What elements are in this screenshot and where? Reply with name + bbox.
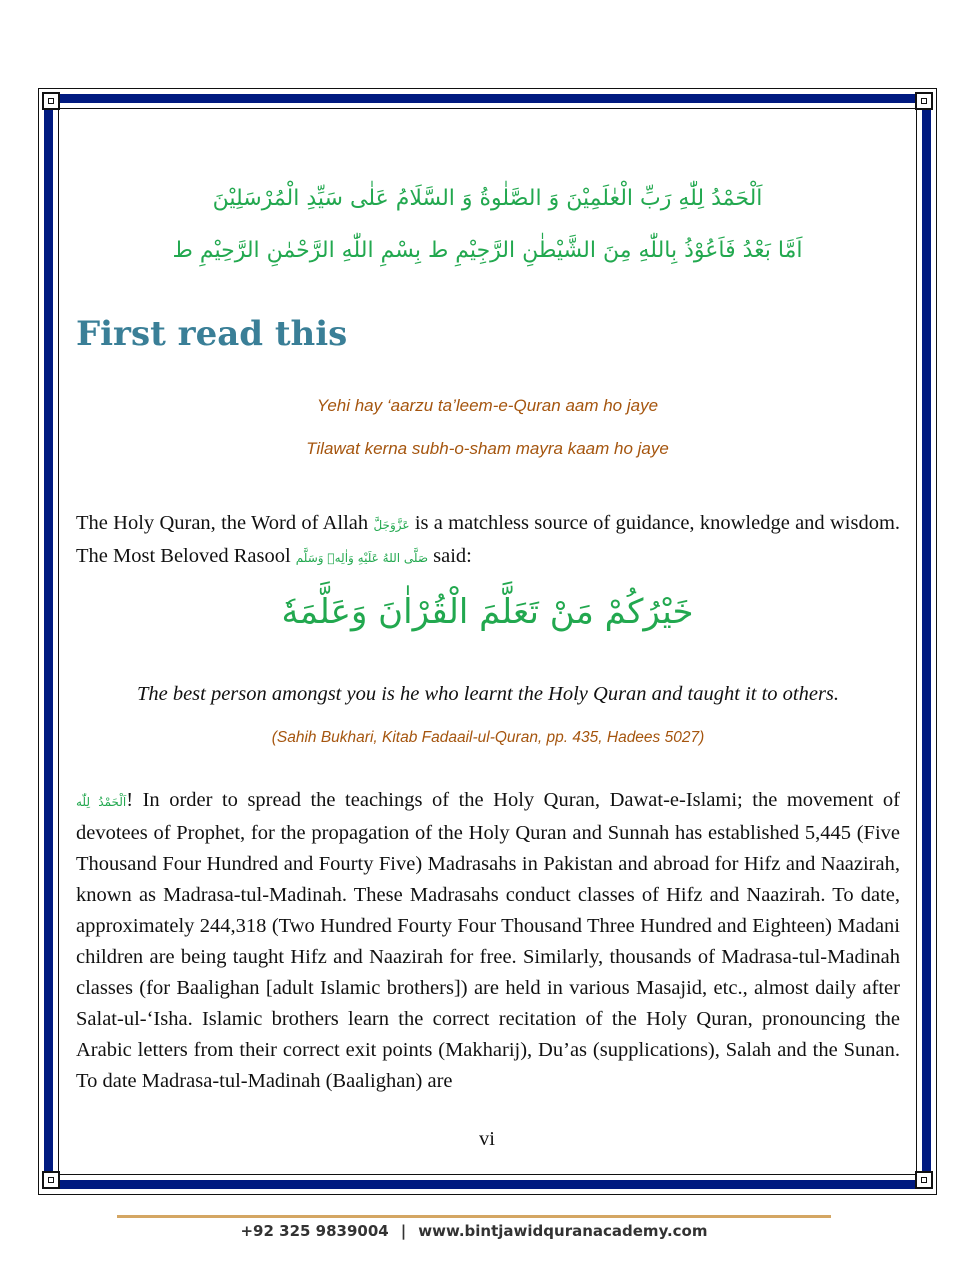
corner-ornament-bottom-right [915, 1171, 933, 1189]
footer [117, 1222, 831, 1240]
footer-website: www.bintjawidquranacademy.com [418, 1222, 708, 1240]
honorific-rasool: صَلَّى اللهُ عَلَيْهِ وَاٰلِهٖ وَسَلَّم [295, 551, 429, 565]
intro-text-1: The Holy Quran, the Word of Allah [76, 512, 369, 534]
alhamdulillah-text: اَلْحَمْدُ لِلّٰه [76, 795, 127, 809]
arabic-invocation-line-2: اَمَّا بَعْدُ فَاَعُوْذُ بِاللّٰهِ مِنَ الشَّيْطٰنِ الرَّجِيْمِ ط بِسْمِ اللّٰهِ الرَّحْمٰنِ الرَّحِيْمِ ط [172, 238, 803, 263]
intro-text-2: is a matchless source of guidance, knowledge and wisdom. The Most Beloved Rasool [76, 512, 901, 567]
footer-separator: | [400, 1222, 407, 1240]
footer-phone: +92 325 9839004 [240, 1222, 389, 1240]
intro-paragraph [76, 508, 900, 574]
madrasah-paragraph [76, 785, 900, 1097]
corner-ornament-bottom-left [42, 1171, 60, 1189]
corner-ornament-top-left [42, 92, 60, 110]
corner-ornament-top-right [915, 92, 933, 110]
hadith-arabic: خَيْرُكُمْ مَنْ تَعَلَّمَ الْقُرْاٰنَ وَعَلَّمَهٗ [281, 592, 694, 632]
hadith-translation: The best person amongst you is he who learnt the Holy Quran and taught it to others. [136, 683, 840, 705]
honorific-allah: عَزَّوَجَلَّ [373, 518, 410, 532]
poem-line-1: Yehi hay ‘aarzu ta’leem-e-Quran aam ho jaye [316, 396, 659, 415]
hadith-reference: (Sahih Bukhari, Kitab Fadaail-ul-Quran, pp. 435, Hadees 5027) [271, 729, 705, 746]
page-number: vi [479, 1128, 495, 1150]
poem-line-2: Tilawat kerna subh-o-sham mayra kaam ho jaye [306, 439, 669, 458]
madrasah-text: ! In order to spread the teachings of the Holy Quran, Dawat-e-Islami; the movement of devotees of Prophet, for the propagation of the Holy Quran and Sunnah has established 5,445 (Five Thousand Four Hundred and Fourty Five) Madrasahs in Pakistan and abroad for Hifz and Naazirah, known as Madrasa-tul-Madinah. These Madrasahs conduct classes of Hifz and Naazirah. To date, approximately 244,318 (Two Hundred Fourty Four Thousand Three Hundred and Eighteen) Madani children are being taught Hifz and Naazirah for free. Similarly, thousands of Madrasa-tul-Madinah classes (for Baalighan [adult Islamic brothers]) are held in various Masajid, etc., almost daily after Salat-ul-‘Isha. Islamic brothers learn the correct recitation of the Holy Quran, pronouncing the Arabic letters from their correct exit points (Makharij), Du’as (supplications), Salah and the Sunan. To date Madrasa-tul-Madinah (Baalighan) are [76, 789, 900, 1092]
intro-text-3: said: [433, 545, 472, 567]
arabic-invocation-line-1: اَلْحَمْدُ لِلّٰهِ رَبِّ الْعٰلَمِيْنَ وَ الصَّلٰوةُ وَ السَّلَامُ عَلٰى سَيِّدِ الْمُرْسَلِيْنَ [212, 186, 763, 211]
footer-divider [117, 1215, 831, 1218]
page-title: First read this [76, 314, 348, 354]
